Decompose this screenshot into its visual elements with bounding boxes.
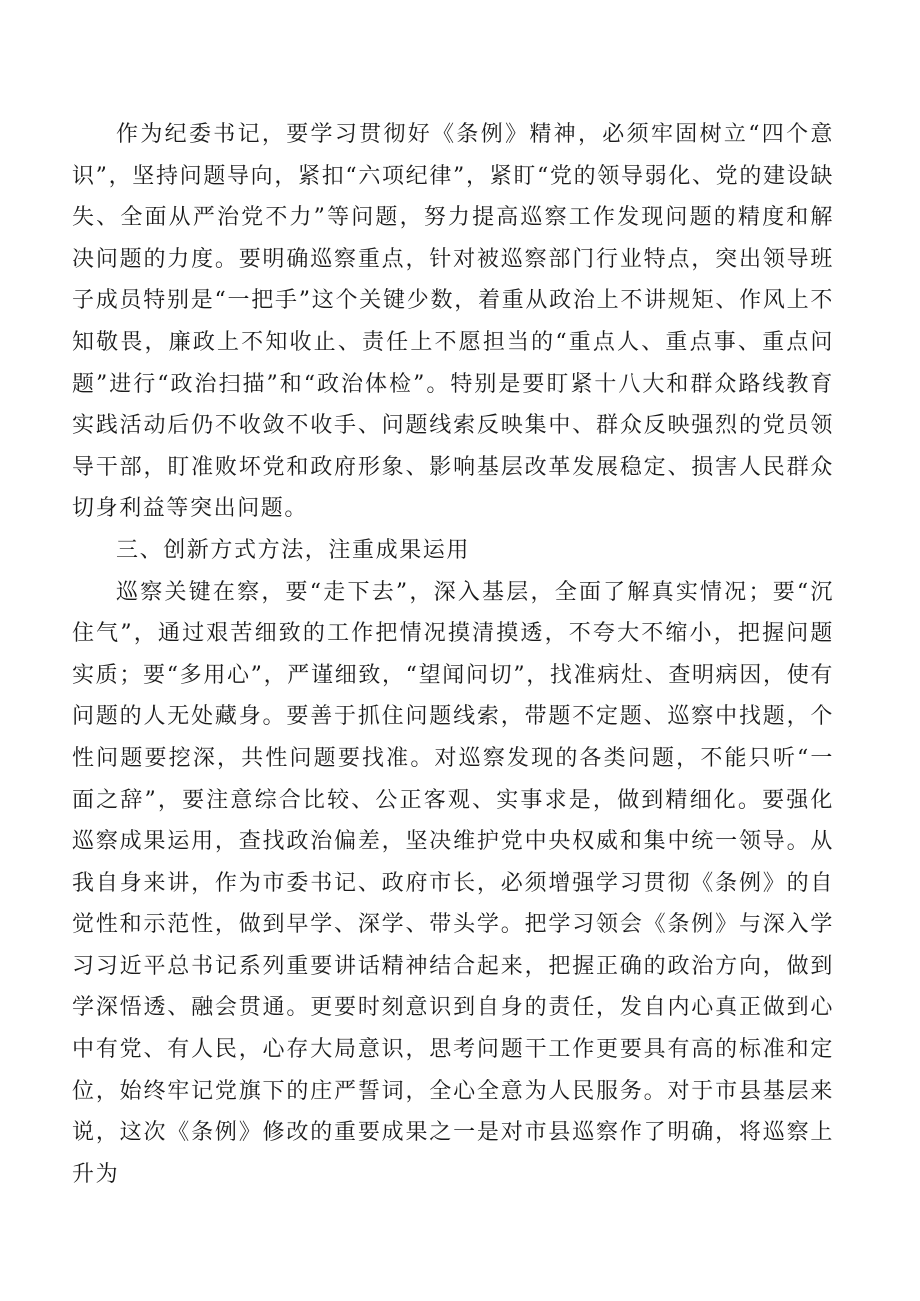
document-body bbox=[72, 114, 834, 1195]
section-heading-3: 三、创新方式方法，注重成果运用 bbox=[116, 537, 471, 563]
paragraph-discipline-secretary: 作为纪委书记，要学习贯彻好《条例》精神，必须牢固树立“四个意识”，坚持问题导向，紧扣“六项纪律”，紧盯“党的领导弱化、党的建设缺失、全面从严治党不力”等问题，努力提高巡察工作发现问题的精度和解决问题的力度。要明确巡察重点，针对被巡察部门行业特点，突出领导班子成员特别是“一把手”这个关键少数，着重从政治上不讲规矩、作风上不知敬畏，廉政上不知收止、责任上不愿担当的“重点人、重点事、重点问题”进行“政治扫描”和“政治体检”。特别是要盯紧十八大和群众路线教育实践活动后仍不收敛不收手、问题线索反映集中、群众反映强烈的党员领导干部，盯准败坏党和政府形象、影响基层改革发展稳定、损害人民群众切身利益等突出问题。 bbox=[72, 122, 834, 522]
paragraph-inspection-methods: 巡察关键在察，要“走下去”，深入基层，全面了解真实情况；要“沉住气”，通过艰苦细致的工作把情况摸清摸透，不夸大不缩小，把握问题实质；要“多用心”，严谨细致，“望闻问切”，找准病灶、查明病因，使有问题的人无处藏身。要善于抓住问题线索，带题不定题、巡察中找题，个性问题要挖深，共性问题要找准。对巡察发现的各类问题，不能只听“一面之辞”，要注意综合比较、公正客观、实事求是，做到精细化。要强化巡察成果运用，查找政治偏差，坚决维护党中央权威和集中统一领导。从我自身来讲，作为市委书记、政府市长，必须增强学习贯彻《条例》的自觉性和示范性，做到早学、深学、带头学。把学习领会《条例》与深入学习习近平总书记系列重要讲话精神结合起来，把握正确的政治方向，做到学深悟透、融会贯通。更要时刻意识到自身的责任，发自内心真正做到心中有党、有人民，心存大局意识，思考问题干工作更要具有高的标准和定位，始终牢记党旗下的庄严誓词，全心全意为人民服务。对于市县基层来说，这次《条例》修改的重要成果之一是对市县巡察作了明确，将巡察上升为 bbox=[72, 579, 834, 1187]
